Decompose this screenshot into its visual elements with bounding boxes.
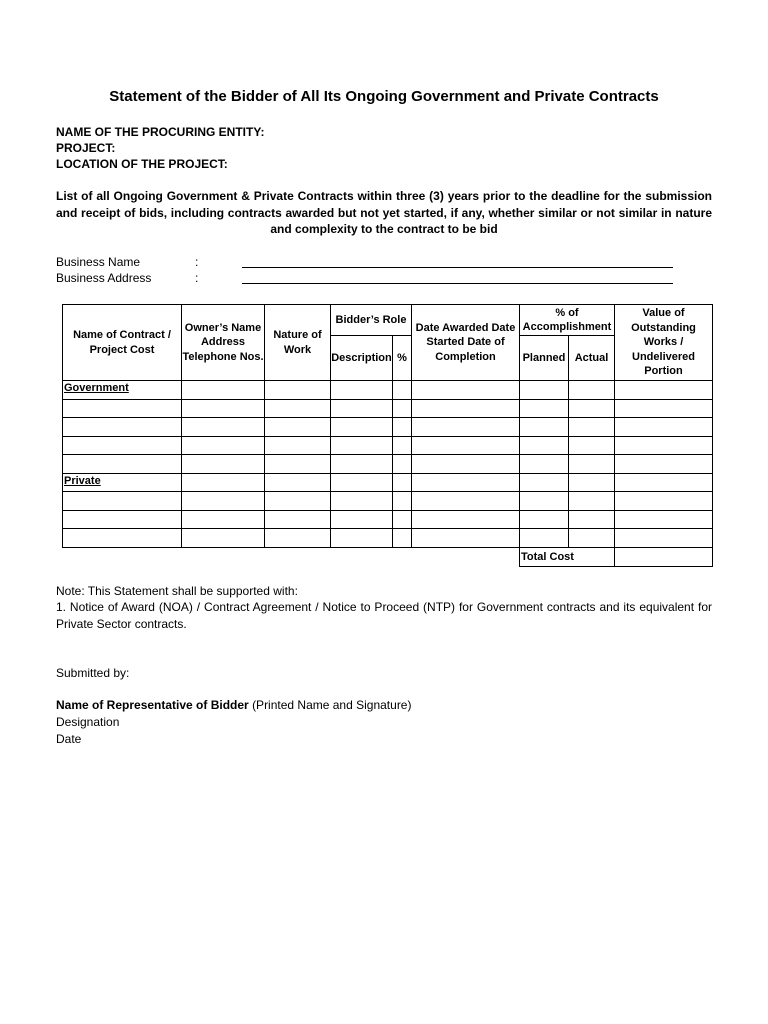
table-row: [63, 437, 713, 455]
business-address-field[interactable]: [242, 283, 673, 284]
note-item-1: 1. Notice of Award (NOA) / Contract Agreement / Notice to Proceed (NTP) for Government contracts and its equivalent for Private Sector contracts.: [56, 600, 712, 631]
procuring-entity-label: NAME OF THE PROCURING ENTITY:: [56, 125, 265, 139]
header-owners-name: Owner’s Name Address Telephone Nos.: [182, 305, 265, 381]
header-value-outstanding: Value of Outstanding Works / Undelivered Portion: [615, 305, 713, 381]
table-cell[interactable]: [412, 437, 520, 455]
table-cell[interactable]: [569, 400, 615, 418]
table-cell[interactable]: [265, 437, 331, 455]
table-cell[interactable]: [63, 418, 182, 437]
table-cell[interactable]: [393, 511, 412, 529]
table-cell[interactable]: [520, 492, 569, 511]
table-cell[interactable]: [412, 400, 520, 418]
table-cell[interactable]: [569, 381, 615, 400]
table-cell[interactable]: [331, 511, 393, 529]
table-cell[interactable]: [412, 511, 520, 529]
table-cell[interactable]: [520, 418, 569, 437]
table-cell[interactable]: [182, 437, 265, 455]
section-private: Private: [63, 474, 182, 492]
table-cell[interactable]: [393, 418, 412, 437]
table-cell[interactable]: [412, 474, 520, 492]
business-address-colon: :: [195, 271, 199, 285]
table-cell[interactable]: [331, 418, 393, 437]
business-address-row: [56, 270, 676, 286]
business-name-row: [56, 254, 676, 270]
table-row: [63, 492, 713, 511]
table-cell[interactable]: [569, 511, 615, 529]
table-cell[interactable]: [412, 492, 520, 511]
table-cell[interactable]: [393, 437, 412, 455]
total-spacer: [63, 548, 520, 567]
designation-label: Designation: [56, 715, 120, 729]
table-cell[interactable]: [393, 455, 412, 474]
table-cell[interactable]: [412, 418, 520, 437]
table-cell[interactable]: [615, 418, 713, 437]
header-nature-of-work: Nature of Work: [265, 305, 331, 381]
table-cell[interactable]: [182, 455, 265, 474]
date-label: Date: [56, 732, 82, 746]
table-cell[interactable]: [569, 529, 615, 548]
table-cell[interactable]: [615, 492, 713, 511]
business-address-label: Business Address: [56, 271, 152, 285]
contracts-table: [62, 304, 713, 567]
table-cell[interactable]: [520, 474, 569, 492]
table-cell[interactable]: [63, 492, 182, 511]
table-cell[interactable]: [63, 529, 182, 548]
table-cell[interactable]: [412, 381, 520, 400]
table-cell[interactable]: [393, 400, 412, 418]
table-cell[interactable]: [182, 400, 265, 418]
table-cell[interactable]: [182, 474, 265, 492]
table-cell[interactable]: [182, 492, 265, 511]
table-cell[interactable]: [615, 474, 713, 492]
table-cell[interactable]: [615, 455, 713, 474]
table-cell[interactable]: [265, 381, 331, 400]
table-cell[interactable]: [265, 492, 331, 511]
table-cell[interactable]: [569, 455, 615, 474]
table-cell[interactable]: [331, 492, 393, 511]
table-cell[interactable]: [569, 418, 615, 437]
table-cell[interactable]: [331, 437, 393, 455]
table-cell[interactable]: [182, 529, 265, 548]
representative-line: [56, 697, 712, 714]
table-cell[interactable]: [265, 400, 331, 418]
table-cell[interactable]: [265, 511, 331, 529]
header-dates: Date Awarded Date Started Date of Completion: [412, 305, 520, 381]
table-cell[interactable]: [63, 511, 182, 529]
total-cost-label: Total Cost: [520, 548, 615, 567]
intro-paragraph: List of all Ongoing Government & Private Contracts within three (3) years prior to the deadline for the submission and receipt of bids, including contracts awarded but not yet started, if any, whether similar or not similar in nature and complexity to the contract to be bid: [56, 189, 712, 236]
table-cell[interactable]: [615, 437, 713, 455]
table-cell[interactable]: [412, 455, 520, 474]
table-cell[interactable]: [393, 474, 412, 492]
header-name-of-contract: Name of Contract / Project Cost: [63, 305, 182, 381]
header-percent: %: [393, 336, 412, 381]
table-cell[interactable]: [331, 529, 393, 548]
table-cell[interactable]: [331, 455, 393, 474]
header-description: Description: [331, 336, 393, 381]
table-cell[interactable]: [569, 492, 615, 511]
total-cost-value[interactable]: [615, 548, 713, 567]
table-cell[interactable]: [182, 511, 265, 529]
project-label: PROJECT:: [56, 141, 116, 155]
table-row: [63, 418, 713, 437]
table-cell[interactable]: [412, 529, 520, 548]
table-row: [63, 381, 713, 400]
header-bidders-role: Bidder’s Role: [331, 305, 412, 336]
table-cell[interactable]: [615, 529, 713, 548]
total-row: [63, 548, 713, 567]
table-cell[interactable]: [393, 529, 412, 548]
table-row: [63, 400, 713, 418]
table-cell[interactable]: [520, 511, 569, 529]
table-cell[interactable]: [520, 400, 569, 418]
table-cell[interactable]: [393, 492, 412, 511]
business-name-label: Business Name: [56, 255, 141, 269]
header-actual: Actual: [569, 336, 615, 381]
table-row: [63, 529, 713, 548]
table-cell[interactable]: [569, 474, 615, 492]
table-cell[interactable]: [63, 437, 182, 455]
representative-hint: (Printed Name and Signature): [252, 698, 412, 712]
table-cell[interactable]: [63, 400, 182, 418]
header-accomplishment: % of Accomplishment: [520, 305, 615, 336]
table-cell[interactable]: [265, 418, 331, 437]
table-cell[interactable]: [569, 437, 615, 455]
location-label: LOCATION OF THE PROJECT:: [56, 157, 228, 171]
table-cell[interactable]: [265, 529, 331, 548]
table-cell[interactable]: [615, 511, 713, 529]
table-cell[interactable]: [63, 455, 182, 474]
submitted-by: Submitted by:: [56, 666, 130, 680]
table-cell[interactable]: [520, 381, 569, 400]
header-planned: Planned: [520, 336, 569, 381]
table-cell[interactable]: [520, 437, 569, 455]
table-cell[interactable]: [520, 529, 569, 548]
table-cell[interactable]: [615, 400, 713, 418]
note-heading: Note: This Statement shall be supported with:: [56, 584, 298, 598]
table-cell[interactable]: [520, 455, 569, 474]
table-cell[interactable]: [265, 474, 331, 492]
section-government: Government: [63, 381, 182, 400]
table-row: [63, 474, 713, 492]
table-cell[interactable]: [265, 455, 331, 474]
table-cell[interactable]: [182, 418, 265, 437]
page-title: Statement of the Bidder of All Its Ongoing Government and Private Contracts: [109, 88, 659, 105]
table-row: [63, 511, 713, 529]
table-cell[interactable]: [331, 400, 393, 418]
table-cell[interactable]: [331, 381, 393, 400]
table-cell[interactable]: [393, 381, 412, 400]
table-row: [63, 455, 713, 474]
representative-label: Name of Representative of Bidder: [56, 698, 249, 712]
table-cell[interactable]: [182, 381, 265, 400]
business-name-field[interactable]: [242, 267, 673, 268]
business-name-colon: :: [195, 255, 199, 269]
table-cell[interactable]: [331, 474, 393, 492]
table-cell[interactable]: [615, 381, 713, 400]
